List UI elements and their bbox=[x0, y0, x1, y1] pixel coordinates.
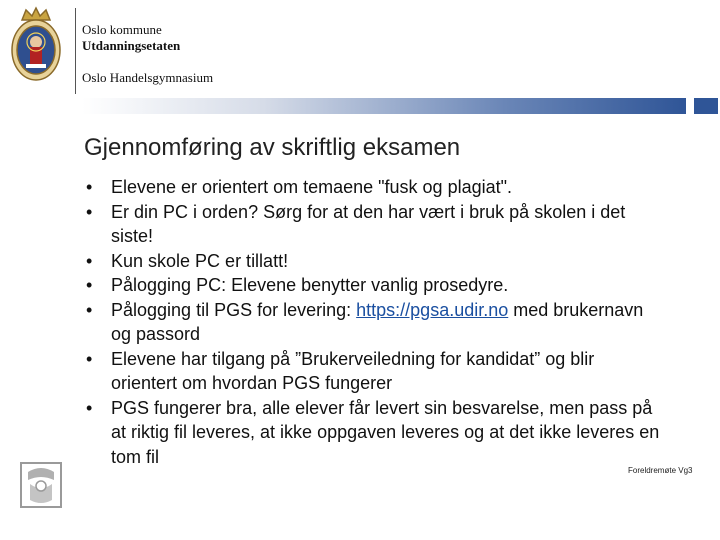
bullet-text: PGS fungerer bra, alle elever får levert sin besvarelse, men pass på at riktig fil leveres, at ikke oppgaven leveres og at det ikke leveres en tom fil bbox=[111, 397, 660, 467]
bullet-text: Elevene er orientert om temaene "fusk og plagiat". bbox=[111, 177, 513, 197]
bullet-marker: • bbox=[86, 201, 93, 222]
bullet-marker: • bbox=[86, 177, 93, 197]
bullet-marker: • bbox=[86, 250, 93, 271]
school-name: Oslo Handelsgymnasium bbox=[82, 70, 214, 85]
bullet-item bbox=[84, 175, 664, 200]
bullet-item bbox=[84, 298, 664, 347]
bullet-text: Er din PC i orden? Sørg for at den har vært i bruk på skolen i det siste! bbox=[111, 201, 626, 246]
oslo-crest-icon bbox=[8, 6, 64, 86]
bullet-list bbox=[84, 175, 664, 469]
bullet-marker: • bbox=[86, 299, 93, 320]
agency-name: Utdanningsetaten bbox=[82, 38, 181, 53]
header-band-square bbox=[694, 98, 718, 114]
header-divider bbox=[75, 8, 76, 94]
bullet-text: Kun skole PC er tillatt! bbox=[111, 250, 289, 271]
municipality-name: Oslo kommune bbox=[82, 22, 162, 37]
bullet-marker: • bbox=[86, 348, 93, 369]
bullet-marker: • bbox=[86, 397, 93, 418]
bullet-text: Elevene har tilgang på ”Brukerveiledning for kandidat” og blir orientert om hvordan PGS fungerer bbox=[111, 348, 595, 393]
bullet-item bbox=[84, 396, 664, 470]
bullet-item bbox=[84, 273, 664, 298]
footer-note: Foreldremøte Vg3 bbox=[628, 466, 693, 475]
bullet-text: Pålogging PC: Elevene benytter vanlig prosedyre. bbox=[111, 275, 509, 295]
bullet-marker: • bbox=[86, 275, 93, 295]
bullet-item bbox=[84, 200, 664, 249]
bullet-item bbox=[84, 249, 664, 274]
bullet-text-before: Pålogging til PGS for levering: bbox=[111, 299, 357, 320]
bullet-text-after: med brukernavn og passord bbox=[111, 299, 644, 344]
header-gradient-band bbox=[82, 98, 686, 114]
pgs-link[interactable]: https://pgsa.udir.no bbox=[356, 299, 509, 320]
slide-title: Gjennomføring av skriftlig eksamen bbox=[84, 134, 461, 161]
bullet-item bbox=[84, 347, 664, 396]
oslo-logo-icon bbox=[20, 462, 62, 508]
